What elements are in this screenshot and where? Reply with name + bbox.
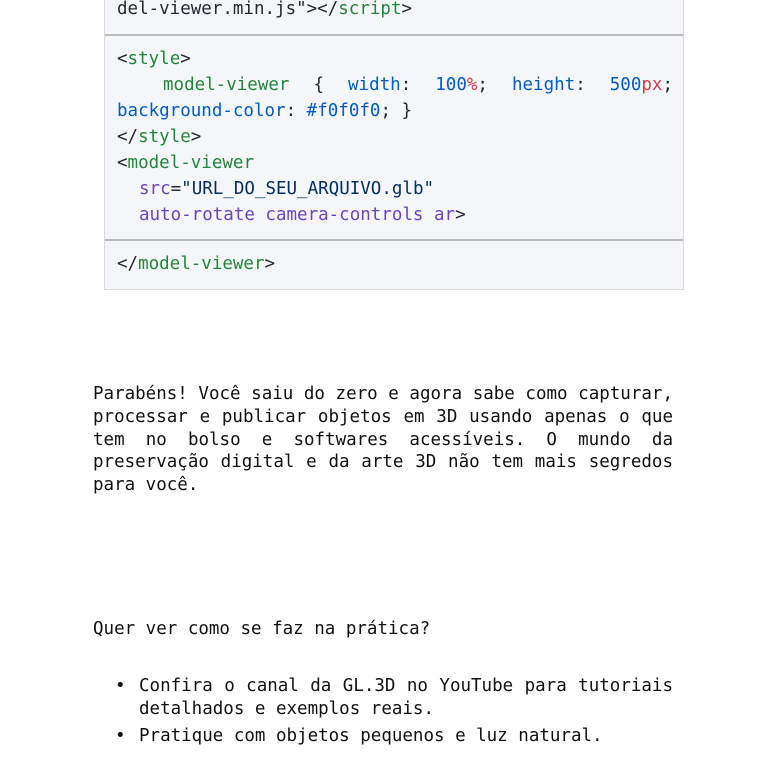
code-text: del-viewer.min.js"></ bbox=[117, 0, 339, 19]
code-line-style-close bbox=[117, 125, 201, 149]
code-punc: </ bbox=[117, 127, 139, 147]
code-separator bbox=[105, 34, 683, 36]
code-punc: < bbox=[117, 153, 128, 173]
code-property: height bbox=[511, 75, 576, 95]
code-value: #f0f0f0 bbox=[306, 101, 381, 121]
code-string: "URL_DO_SEU_ARQUIVO.glb" bbox=[181, 179, 435, 199]
code-line-css-bg bbox=[117, 99, 412, 123]
list-item-text: Pratique com objetos pequenos e luz natural. bbox=[139, 725, 603, 746]
code-tag: model-viewer bbox=[127, 153, 254, 173]
list-item-text: Confira o canal da GL.3D no YouTube para tutoriais detalhados e exemplos reais. bbox=[139, 676, 673, 719]
code-punc: : bbox=[575, 75, 586, 95]
code-punc: : bbox=[285, 101, 297, 121]
code-text: > bbox=[401, 0, 413, 19]
code-property: background-color bbox=[117, 101, 286, 121]
code-line-src bbox=[139, 177, 434, 201]
code-unit: px bbox=[641, 75, 663, 95]
code-punc: > bbox=[264, 254, 276, 274]
practice-question: Quer ver como se faz na prática? bbox=[93, 619, 431, 639]
code-number: 100 bbox=[435, 75, 467, 95]
code-attr: auto-rotate camera-controls ar bbox=[139, 205, 456, 225]
code-tag: model-viewer bbox=[138, 254, 265, 274]
code-punc: > bbox=[180, 49, 191, 69]
list-item bbox=[115, 725, 673, 748]
code-line-flags bbox=[139, 203, 466, 227]
code-line-style-open bbox=[117, 47, 191, 71]
code-punc: < bbox=[117, 49, 128, 69]
code-punc: > bbox=[455, 205, 466, 225]
code-attr: src bbox=[139, 179, 171, 199]
code-line-mv-open bbox=[117, 151, 254, 175]
code-unit: % bbox=[466, 75, 478, 95]
code-tag: style bbox=[138, 127, 191, 147]
code-punc: : bbox=[400, 75, 412, 95]
code-selector: model-viewer bbox=[163, 75, 290, 95]
code-line-script-close bbox=[117, 0, 412, 21]
code-tag: style bbox=[127, 49, 181, 69]
congrats-paragraph: Parabéns! Você saiu do zero e agora sabe como capturar, processar e publicar objetos em 3D usando apenas o que tem no bolso e softwares acessíveis. O mundo da preservação digital e da arte 3D não tem mais segredos para você. bbox=[93, 384, 673, 496]
code-punc: ; bbox=[477, 75, 488, 95]
code-line-css-rule bbox=[117, 73, 673, 97]
code-separator bbox=[105, 239, 683, 241]
code-number: 500 bbox=[609, 75, 642, 95]
bullet-icon: • bbox=[115, 676, 126, 696]
code-punc: > bbox=[190, 127, 202, 147]
code-punc: = bbox=[170, 179, 182, 199]
list-item bbox=[115, 675, 673, 721]
code-punc: ; bbox=[662, 75, 673, 95]
code-block bbox=[104, 0, 684, 290]
code-punc: { bbox=[313, 75, 324, 95]
code-punc: ; } bbox=[380, 101, 413, 121]
bullet-icon: • bbox=[115, 725, 126, 746]
code-tag: script bbox=[338, 0, 402, 19]
code-property: width bbox=[348, 75, 401, 95]
tips-list bbox=[115, 675, 673, 751]
code-punc: </ bbox=[117, 254, 139, 274]
code-line-mv-close bbox=[117, 252, 275, 276]
